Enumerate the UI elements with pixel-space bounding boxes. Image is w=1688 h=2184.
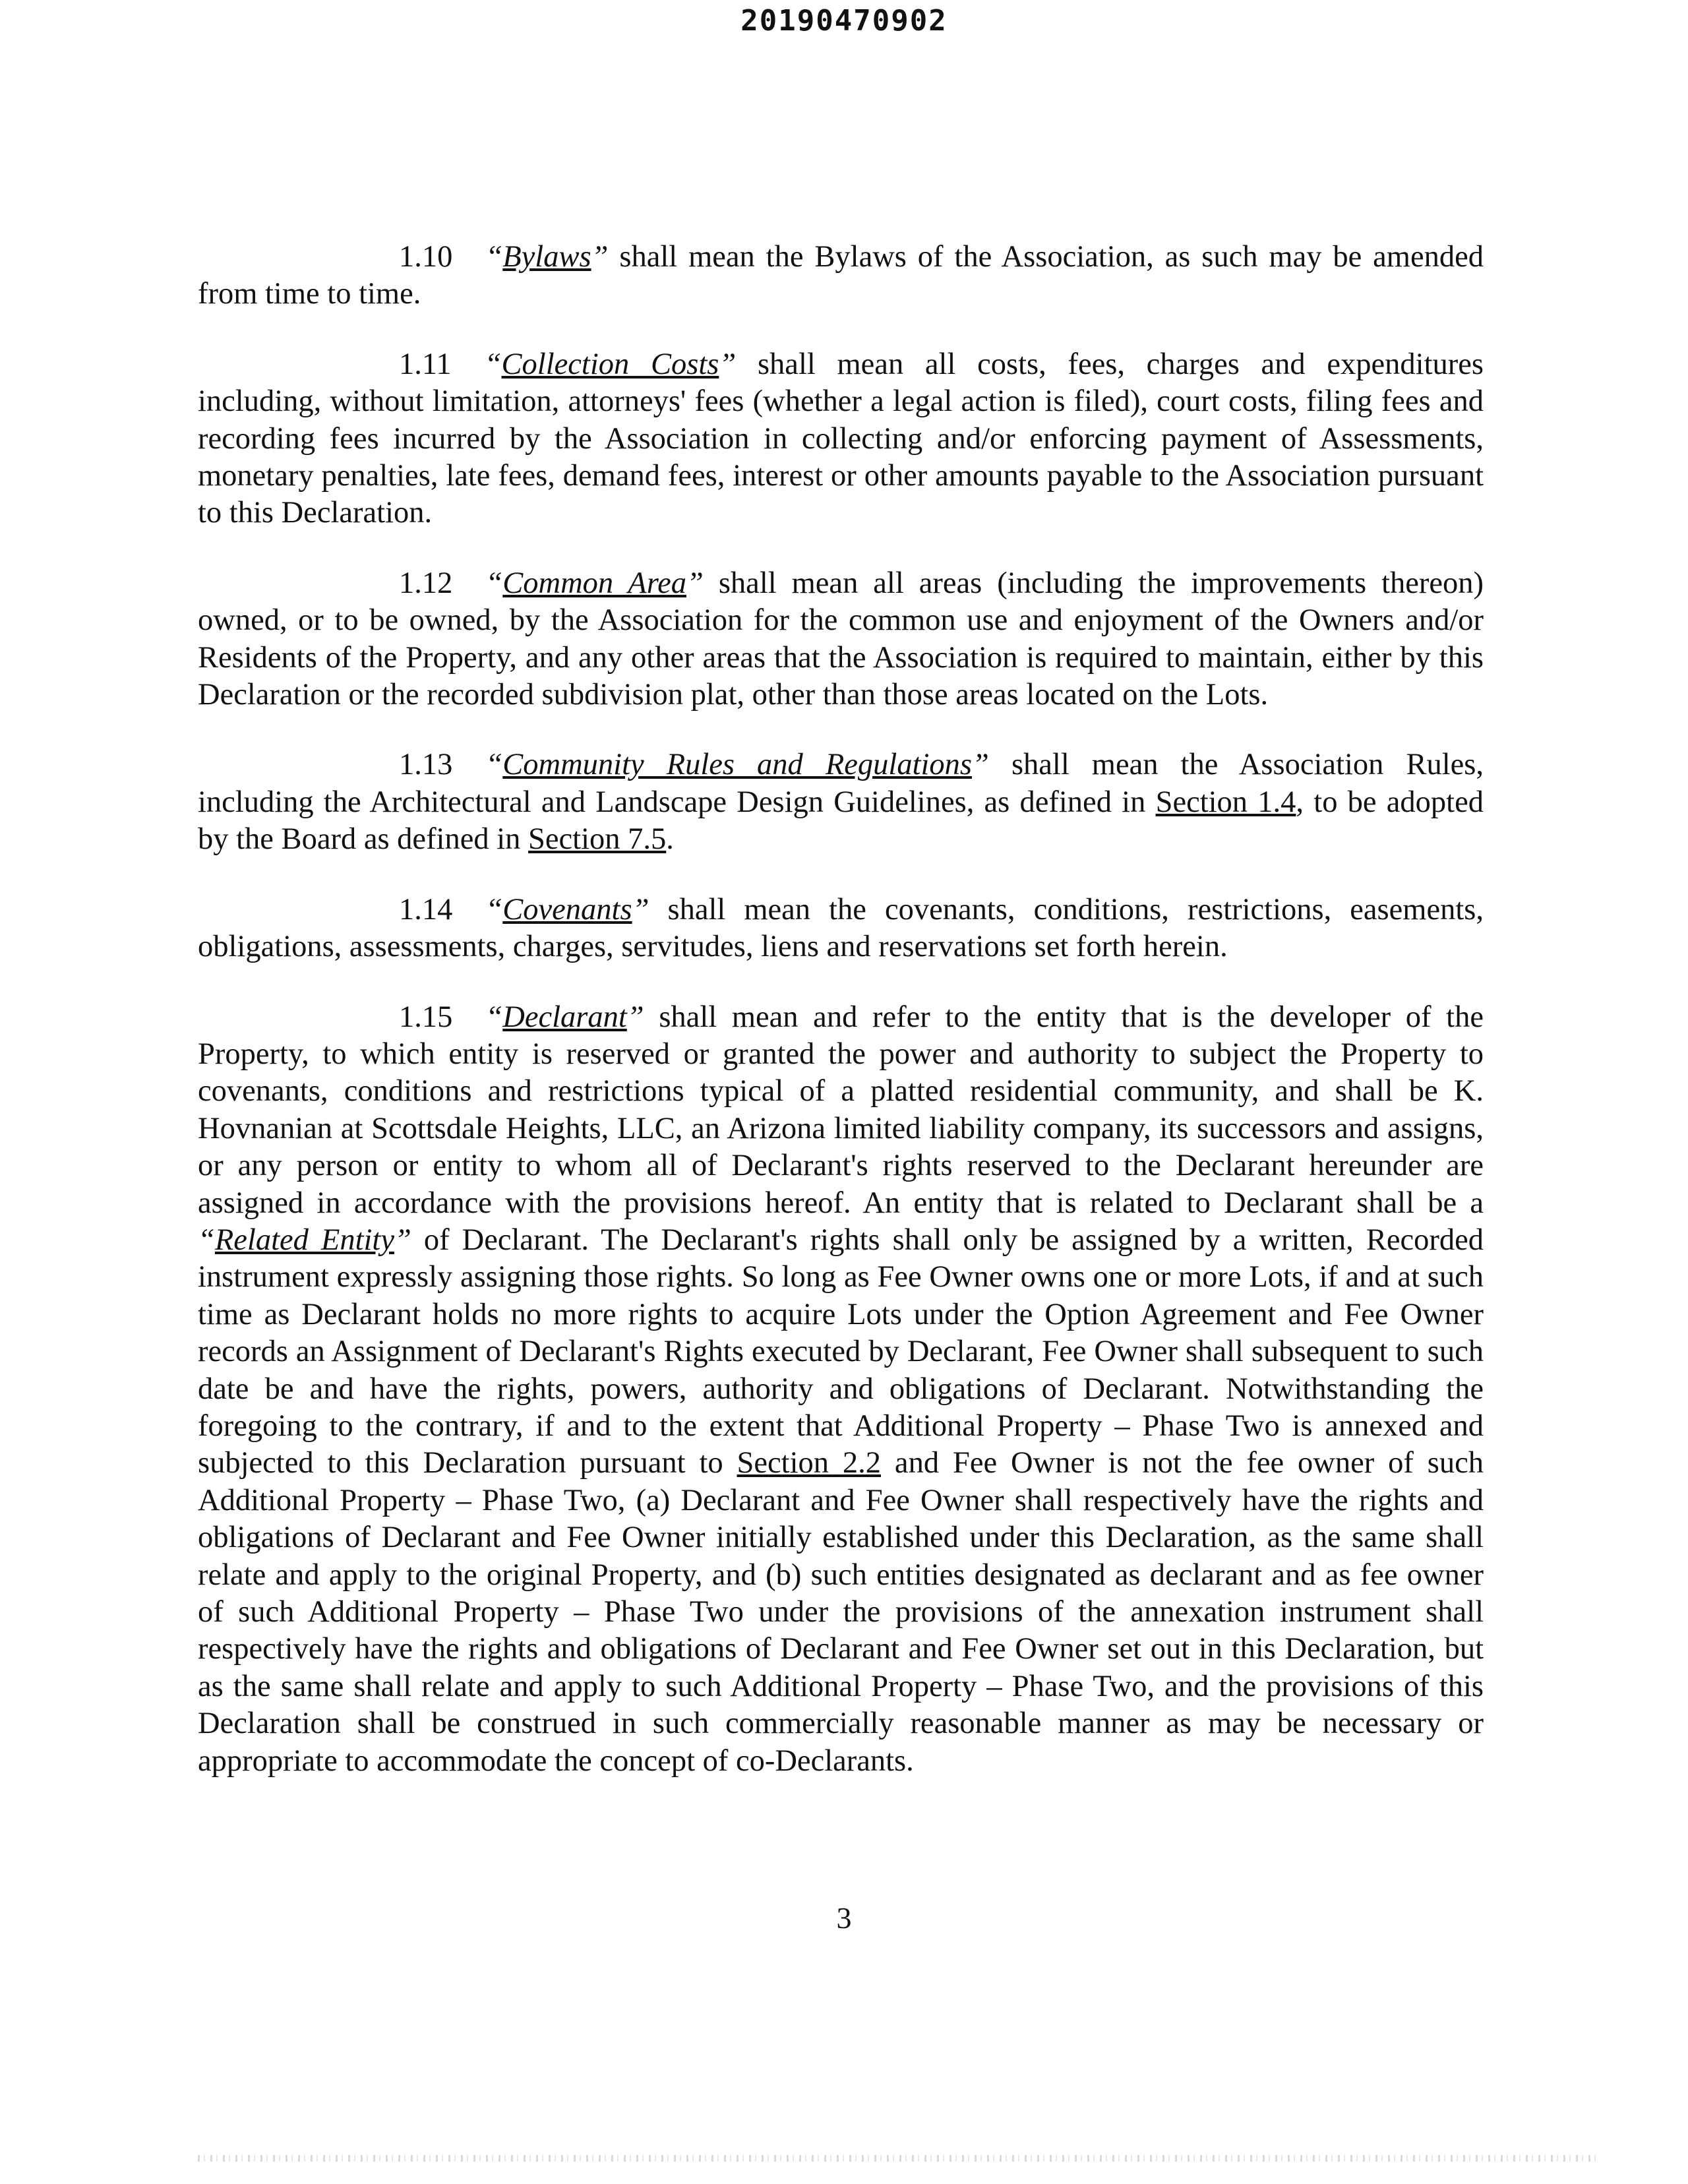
related-entity-term-text: Related Entity xyxy=(214,1223,394,1257)
definition-1-12 xyxy=(198,565,1484,714)
defined-term: “Bylaws” xyxy=(485,240,609,274)
definition-text: shall mean the covenants, conditions, restrictions, easements, obligations, assessments, charges, servitudes, liens and reservations set forth herein. xyxy=(198,892,1484,964)
definition-text: and Fee Owner is not the fee owner of such Additional Property – Phase Two, (a) Declarant and Fee Owner shall respectively have the rights and obligations of Declarant and Fee Owner initially established under this Declaration, as the same shall relate and apply to the original Property, and (b) such entities designated as declarant and as fee owner of such Additional Property – Phase Two under the provisions of the annexation instrument shall respectively have the rights and obligations of Declarant and Fee Owner set out in this Declaration, but as the same shall relate and apply to such Additional Property – Phase Two, and the provisions of this Declaration shall be construed in such commercially reasonable manner as may be necessary or appropriate to accommodate the concept of co-Declarants. xyxy=(198,1446,1484,1778)
definition-1-10 xyxy=(198,239,1484,313)
defined-term-text: Collection Costs xyxy=(501,347,719,381)
related-entity-term: “Related Entity” xyxy=(198,1223,411,1257)
definition-1-14 xyxy=(198,892,1484,966)
page-number: 3 xyxy=(836,1901,852,1935)
defined-term-text: Community Rules and Regulations xyxy=(502,748,973,782)
definition-1-13 xyxy=(198,746,1484,858)
defined-term-text: Covenants xyxy=(502,892,632,926)
section-number: 1.11 xyxy=(399,347,452,381)
section-number: 1.13 xyxy=(399,748,453,782)
definition-text: shall mean all costs, fees, charges and expenditures including, without limitation, attorneys' fees (whether a legal action is filed), court costs, filing fees and recording fees incurred by the Association in collecting and/or enforcing payment of Assessments, monetary penalties, late fees, demand fees, interest or other amounts payable to the Association pursuant to this Declaration. xyxy=(198,347,1484,530)
section-number: 1.12 xyxy=(399,566,453,600)
section-number: 1.15 xyxy=(399,1000,453,1034)
definition-text: shall mean all areas (including the improvements thereon) owned, or to be owned, by the Association for the common use and enjoyment of the Owners and/or Residents of the Property, and any other areas that the Association is required to maintain, either by this Declaration or the recorded subdivision plat, other than those areas located on the Lots. xyxy=(198,566,1484,712)
section-number: 1.10 xyxy=(399,240,453,274)
section-reference-link: Section 1.4 xyxy=(1155,785,1296,819)
definition-1-11 xyxy=(198,346,1484,532)
defined-term: “Common Area” xyxy=(485,566,704,600)
section-reference-link: Section 7.5 xyxy=(528,822,667,857)
defined-term-text: Common Area xyxy=(502,566,686,600)
defined-term-text: Bylaws xyxy=(502,240,591,274)
scan-artifact-line xyxy=(198,2155,1596,2162)
document-body xyxy=(198,239,1484,1813)
document-number: 20190470902 xyxy=(740,4,948,38)
section-reference-link: Section 2.2 xyxy=(737,1446,882,1480)
defined-term: “Covenants” xyxy=(485,892,649,926)
definition-text: , to be adopted by the Board as defined in xyxy=(198,785,1484,857)
definition-text: shall mean and refer to the entity that is the developer of the Property, to which entity is reserved or granted the power and authority to subject the Property to covenants, conditions and restrictions typical of a platted residential community, and shall be K. Hovnanian at Scottsdale Heights, LLC, an Arizona limited liability company, its successors and assigns, or any person or entity to whom all of Declarant's rights reserved to the Declarant hereunder are assigned in accordance with the provisions hereof. An entity that is related to Declarant shall be a xyxy=(198,1000,1484,1220)
definition-text: shall mean the Association Rules, including the Architectural and Landscape Design Guidelines, as defined in xyxy=(198,748,1484,819)
definition-text: shall mean the Bylaws of the Association, as such may be amended from time to time. xyxy=(198,240,1484,311)
defined-term: “Collection Costs” xyxy=(484,347,737,381)
defined-term-text: Declarant xyxy=(502,1000,627,1034)
defined-term: “Declarant” xyxy=(485,1000,644,1034)
defined-term: “Community Rules and Regulations” xyxy=(485,748,989,782)
definition-text: of Declarant. The Declarant's rights shall only be assigned by a written, Recorded instrument expressly assigning those rights. So long as Fee Owner owns one or more Lots, if and at such time as Declarant holds no more rights to acquire Lots under the Option Agreement and Fee Owner records an Assignment of Declarant's Rights executed by Declarant, Fee Owner shall subsequent to such date be and have the rights, powers, authority and obligations of Declarant. Notwithstanding the foregoing to the contrary, if and to the extent that Additional Property – Phase Two is annexed and subjected to this Declaration pursuant to xyxy=(198,1223,1484,1480)
definition-1-15 xyxy=(198,999,1484,1780)
section-number: 1.14 xyxy=(399,892,453,926)
definition-text: . xyxy=(666,822,674,857)
